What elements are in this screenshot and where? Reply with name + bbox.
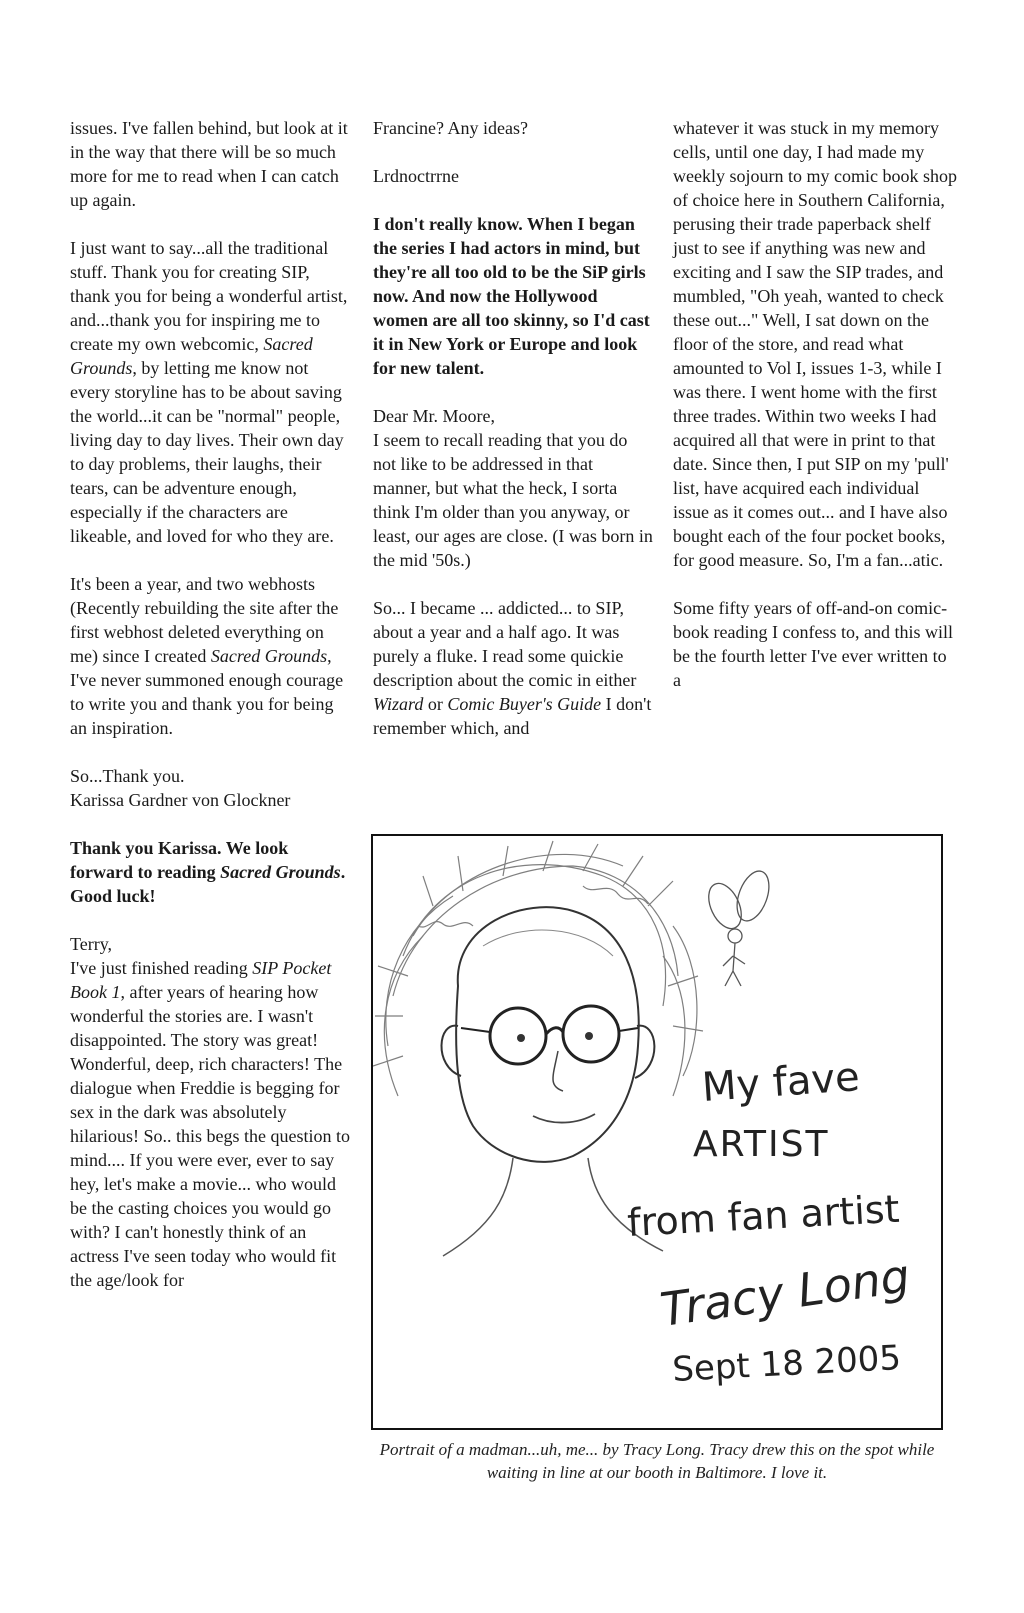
letter-salutation: Terry, [70,934,113,954]
pencil-sketch [373,836,941,1428]
paragraph: issues. I've fallen behind, but look at it in the way that there will be so much more for me to read when I can catch up again. [70,118,348,210]
eye-left [517,1034,525,1042]
paragraph [70,236,350,548]
portrait-illustration [371,834,943,1430]
handwriting-line-2: ARTIST [693,1124,830,1165]
glasses-bridge [546,1028,563,1034]
handwritten-date: Sept 18 2005 [671,1338,902,1390]
paragraph: Some fifty years of off-and-on comic-book reading I confess to, and this will be the fourth letter I've ever written to a [673,598,953,690]
eye-right [585,1032,593,1040]
letter-column-3 [673,116,958,716]
text-run: , I've never summoned enough courage to write you and thank you for being an inspiration. [70,646,344,738]
head-shading [483,930,613,956]
handwritten-signature: Tracy Long [657,1248,913,1337]
paragraph [373,596,653,740]
text-run: It's been a year, and two webhosts (Recently rebuilding the site after the first webhost deleted everything on me) since I created [70,574,339,666]
nose [553,1051,563,1091]
paragraph: I seem to recall reading that you do not like to be addressed in that manner, but what the heck, I sorta think I'm older than you anyway, or least, our ages are close. (I was born in the mid '50s.) [373,430,653,570]
editor-reply [70,836,350,908]
handwriting-line-3: from fan artist [626,1186,901,1245]
book-title: SIP Pocket Book 1 [70,958,332,1002]
letter-signoff: So...Thank you. [70,766,185,786]
text-run: Thank you Karissa. We look forward to reading [70,838,289,882]
text-run: I don't remember which, and [373,694,652,738]
handwriting-line-1: My fave [700,1054,862,1111]
paragraph: whatever it was stuck in my memory cells, until one day, I had made my weekly sojourn to my comic book shop of choice here in Southern California, perusing their trade paperback shelf just to see if anything was new and exciting and I saw the SIP trades, and mumbled, "Oh yeah, wanted to check these out..." Well, I sat down on the floor of the store, and read what amounted to Vol I, issues 1-3, while I was there. I went home with the first three trades. Within two weeks I had acquired all that were in print to that date. Since then, I put SIP on my 'pull' list, have acquired each individual issue as it comes out... and I have also bought each of the four pocket books, for good measure. So, I'm a fan...atic. [673,118,957,570]
text-run: I just want to say...all the traditional stuff. Thank you for creating SIP, thank you for being a wonderful artist, and...thank you for inspiring me to create my own webcomic, [70,238,348,354]
mouth [533,1114,595,1123]
letter-signature: Lrdnoctrrne [373,166,459,186]
text-run: I've just finished reading [70,958,253,978]
webcomic-title: Sacred Grounds [210,646,328,666]
text-run: , by letting me know not every storyline has to be about saving the world...it can be "normal" people, living day to day lives. Their own day to day problems, their laughs, their tears, can be adventure enough, especially if the characters are likeable, and loved for who they are. [70,358,344,546]
magazine-title: Wizard [373,694,424,714]
letter-column-1 [70,116,350,1316]
illustration-caption: Portrait of a madman...uh, me... by Tracy Long. Tracy drew this on the spot while waiting in line at our booth in Baltimore. I love it. [379,1440,935,1482]
webcomic-title: Sacred Grounds [70,334,313,378]
paragraph: Francine? Any ideas? [373,118,528,138]
letter-column-2 [373,116,653,764]
editor-reply: I don't really know. When I began the series I had actors in mind, but they're all too old to be the SiP girls now. And now the Hollywood women are all too skinny, so I'd cast it in New York or Europe and look for new talent. [373,214,650,378]
paragraph [70,572,350,740]
text-run: or [423,694,448,714]
text-run: . Good luck! [70,862,346,906]
text-run: , after years of hearing how wonderful the stories are. I wasn't disappointed. The story was great! Wonderful, deep, rich characters! The dialogue when Freddie is begging for sex in the dark was absolutely hilarious! So.. this begs the question to mind.... If you were ever, ever to say hey, let's make a movie... who would be the casting choices you would go with? I can't honestly think of an actress I've seen today who would fit the age/look for [70,982,350,1290]
text-run: So... I became ... addicted... to SIP, about a year and a half ago. It was purely a fluke. I read some quickie description about the comic in either [373,598,637,690]
webcomic-title: Sacred Grounds [220,862,341,882]
letter-signature: Karissa Gardner von Glockner [70,790,291,810]
letter-salutation: Dear Mr. Moore, [373,406,495,426]
paragraph [70,956,350,1292]
magazine-title: Comic Buyer's Guide [447,694,602,714]
fairy-doodle [702,867,775,986]
